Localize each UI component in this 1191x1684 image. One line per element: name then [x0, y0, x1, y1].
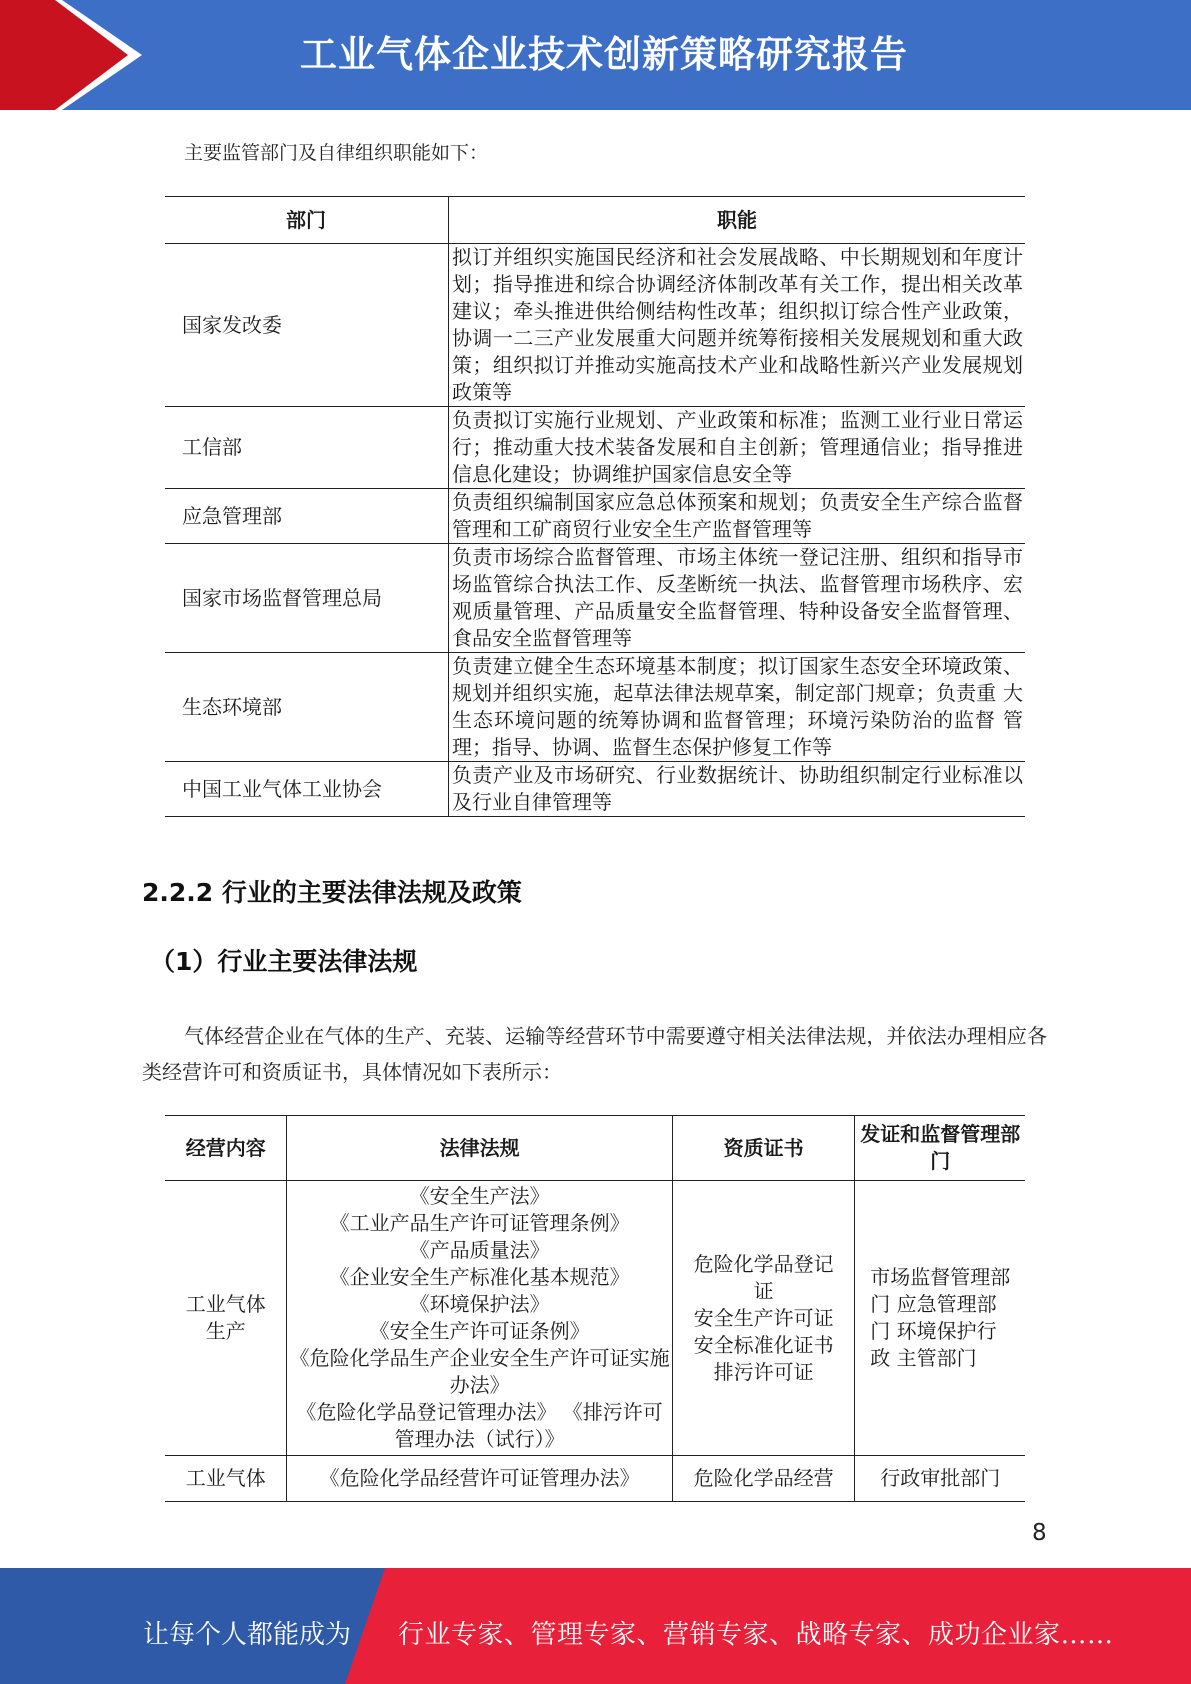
- law-item: 《产品质量法》: [409, 1238, 550, 1262]
- law-item: 《危险化学品经营许可证管理办法》: [319, 1466, 640, 1490]
- page-footer: [0, 1568, 1191, 1684]
- authority-cell: 行政审批部门: [880, 1466, 1001, 1490]
- table-row: [165, 407, 1025, 489]
- table-row: [165, 653, 1025, 762]
- duty-cell: 负责产业及市场研究、行业数据统计、协助组织制定行业标准以及行业自律管理等: [452, 763, 1023, 814]
- certificates-cell: [672, 1181, 855, 1456]
- laws-cell: [287, 1181, 672, 1456]
- certificate-item: 安全生产许可证: [693, 1305, 834, 1330]
- certificate-item: 危险化学品登记证: [693, 1251, 834, 1303]
- law-item: 《安全生产许可证条例》: [369, 1319, 590, 1343]
- laws-cell: [287, 1456, 672, 1502]
- laws-table: [165, 1115, 1025, 1502]
- department-cell: 生态环境部: [165, 653, 449, 762]
- page-number: 8: [1032, 1520, 1047, 1546]
- table-row: [165, 1181, 1025, 1456]
- table-row: [165, 544, 1025, 653]
- authority-cell: [855, 1181, 1025, 1456]
- column-header-laws: 法律法规: [287, 1116, 672, 1181]
- law-item: 《工业产品生产许可证管理条例》: [329, 1211, 630, 1235]
- content-cell: [165, 1181, 287, 1456]
- table-row: [165, 762, 1025, 817]
- duty-cell: 拟订并组织实施国民经济和社会发展战略、中长期规划和年度计划；指导推进和综合协调经济体制改革有关工作，提出相关改革建议；牵头推进供给侧结构性改革；组织拟订综合性产业政策，协调一二三产业发展重大问题并统筹衔接相关发展规划和重大政策；组织拟订并推动实施高技术产业和战略性新兴产业发展规划政策等: [452, 245, 1023, 404]
- content-text: 工业气体生产: [185, 1292, 266, 1343]
- footer-slogan-left: 让每个人都能成为: [143, 1620, 352, 1650]
- duty-cell: 负责市场综合监督管理、市场主体统一登记注册、组织和指导市场监管综合执法工作、反垄断统一执法、监督管理市场秩序、宏观质量管理、产品质量安全监督管理、特种设备安全监督管理、食品安全监督管理等: [452, 545, 1023, 650]
- certificate-item: 安全标准化证书: [693, 1332, 834, 1357]
- header-arrow-icon: [0, 0, 160, 110]
- law-item: 《危险化学品生产企业安全生产许可证实施办法》: [289, 1346, 670, 1397]
- law-item: 《危险化学品登记管理办法》 《排污许可管理办法（试行）》: [296, 1400, 663, 1451]
- table-row: [165, 244, 1025, 407]
- subsection-heading: （1）行业主要法律法规: [150, 947, 418, 976]
- intro-text: 主要监管部门及自律组织职能如下：: [184, 142, 489, 164]
- column-header-department: 部门: [165, 197, 449, 244]
- column-header-certificates: 资质证书: [672, 1116, 855, 1181]
- duty-cell: 负责建立健全生态环境基本制度；拟订国家生态安全环境政策、 规划并组织实施，起草法律法规草案，制定部门规章；负责重 大生态环境问题的统筹协调和监督管理；环境污染防治的监督 管理；指导、协调、监督生态保护修复工作等: [452, 654, 1023, 759]
- law-item: 《安全生产法》: [409, 1184, 550, 1208]
- regulators-table: [165, 196, 1025, 817]
- department-cell: 国家发改委: [165, 244, 449, 407]
- certificate-item: 危险化学品经营: [693, 1466, 834, 1490]
- duty-cell: 负责组织编制国家应急总体预案和规划；负责安全生产综合监督管理和工矿商贸行业安全生产监督管理等: [452, 490, 1023, 541]
- department-cell: 应急管理部: [165, 489, 449, 544]
- column-header-authority: 发证和监督管理部门: [860, 1122, 1021, 1173]
- table-header-row: [165, 197, 1025, 244]
- department-cell: 工信部: [165, 407, 449, 489]
- department-cell: 中国工业气体工业协会: [165, 762, 449, 817]
- authority-text: 市场监督管理部门 应急管理部门 环境保护行政 主管部门: [870, 1265, 1011, 1370]
- table-row: [165, 1456, 1025, 1502]
- page-header: [0, 0, 1191, 110]
- footer-slogan-right: 行业专家、管理专家、营销专家、战略专家、成功企业家……: [398, 1620, 1114, 1650]
- law-item: 《企业安全生产标准化基本规范》: [329, 1265, 630, 1289]
- certificate-item: 排污许可证: [713, 1359, 814, 1384]
- law-item: 《环境保护法》: [409, 1292, 550, 1316]
- column-header-content: 经营内容: [165, 1116, 287, 1181]
- certificates-cell: [672, 1456, 855, 1502]
- table-row: [165, 489, 1025, 544]
- department-cell: 国家市场监督管理总局: [165, 544, 449, 653]
- section-heading: 2.2.2 行业的主要法律法规及政策: [142, 878, 522, 907]
- column-header-duty: 职能: [717, 207, 757, 232]
- body-paragraph: 气体经营企业在气体的生产、充装、运输等经营环节中需要遵守相关法律法规，并依法办理相应各类经营许可和资质证书，具体情况如下表所示：: [142, 1024, 1047, 1084]
- report-title: 工业气体企业技术创新策略研究报告: [300, 33, 908, 76]
- table-header-row: [165, 1116, 1025, 1181]
- duty-cell: 负责拟订实施行业规划、产业政策和标准；监测工业行业日常运行；推动重大技术装备发展和自主创新；管理通信业；指导推进信息化建设；协调维护国家信息安全等: [452, 408, 1023, 486]
- content-cell: 工业气体: [165, 1456, 287, 1502]
